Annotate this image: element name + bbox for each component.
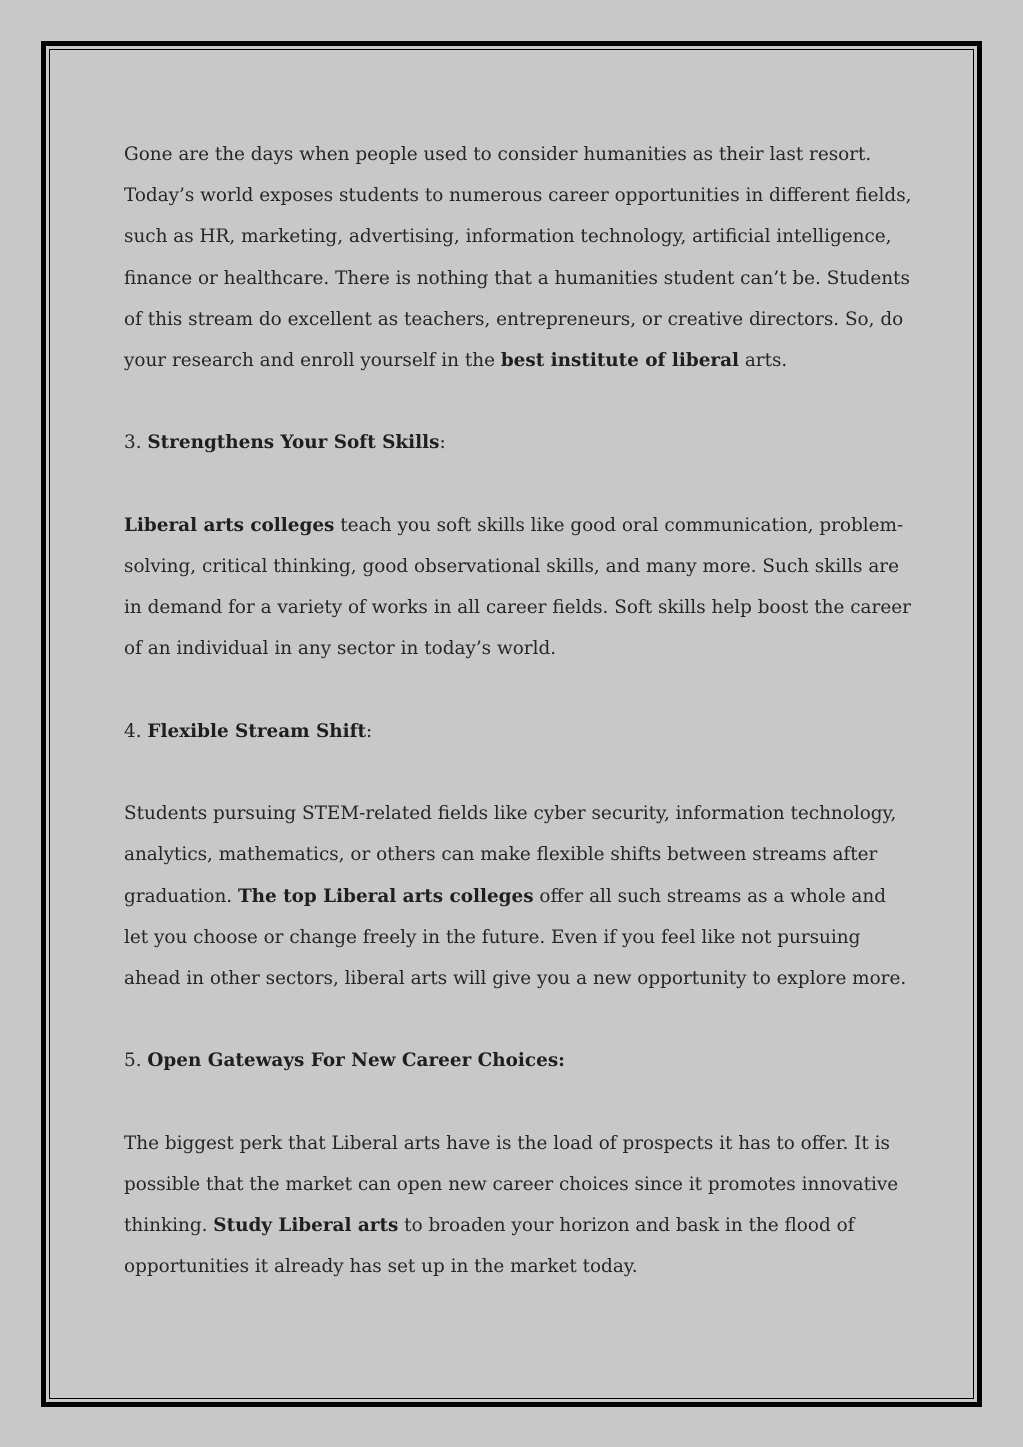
section-heading-4 [124, 711, 914, 752]
paragraph-text-end: offer all such streams as a whole and let you choose or change freely in the future. Even if you feel like not pursuing ahead in other sectors, liberal arts will give you a new opportunity to explore more. [124, 885, 907, 989]
section-number: 3. [124, 432, 148, 454]
section-paragraph-3 [124, 505, 914, 670]
paragraph-bold-lead: Liberal arts colleges [124, 514, 335, 536]
section-number: 4. [124, 720, 148, 742]
section-heading-3 [124, 422, 914, 463]
document-body [124, 134, 914, 1288]
section-colon: : [366, 720, 373, 742]
intro-paragraph [124, 134, 914, 381]
paragraph-bold: The top Liberal arts colleges [238, 885, 534, 907]
section-title: Strengthens Your Soft Skills [147, 432, 440, 454]
section-heading-5 [124, 1040, 914, 1081]
section-title: Open Gateways For New Career Choices: [147, 1050, 565, 1072]
paragraph-text: Students pursuing STEM-related fields like cyber security, information technology, analytics, mathematics, or others can make flexible shifts between streams after graduation. [124, 803, 897, 907]
section-paragraph-4 [124, 793, 914, 999]
section-number: 5. [124, 1050, 148, 1072]
paragraph-text: teach you soft skills like good oral communication, problem-solving, critical thinking, good observational skills, and many more. Such skills are in demand for a variety of works in all career fields. Soft skills help boost the career of an individual in any sector in today’s world. [124, 514, 911, 660]
intro-text: Gone are the days when people used to consider humanities as their last resort. Today’s world exposes students to numerous career opportunities in different fields, such as HR, marketing, advertising, information technology, artificial intelligence, finance or healthcare. There is nothing that a humanities student can’t be. Students of this stream do excellent as teachers, entrepreneurs, or creative directors. So, do your research and enroll yourself in the [124, 144, 912, 372]
intro-bold: best institute of liberal [500, 350, 739, 372]
paragraph-bold: Study Liberal arts [213, 1215, 399, 1237]
section-paragraph-5 [124, 1123, 914, 1288]
paragraph-text: The biggest perk that Liberal arts have is the load of prospects it has to offer. It is possible that the market can open new career choices since it promotes innovative thinking. [124, 1132, 899, 1237]
section-title: Flexible Stream Shift [147, 720, 367, 742]
paragraph-text-end: to broaden your horizon and bask in the flood of opportunities it already has set up in the market today. [124, 1215, 855, 1278]
intro-text-end: arts. [738, 350, 788, 372]
section-colon: : [439, 432, 446, 454]
